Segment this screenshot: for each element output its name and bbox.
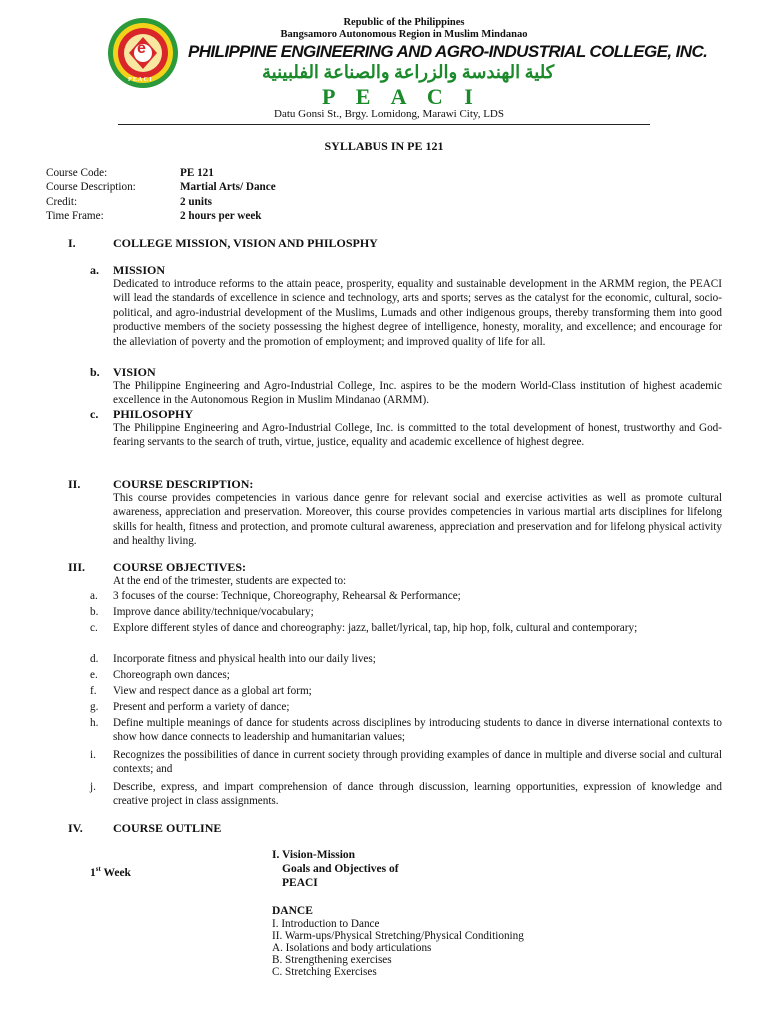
course-code-label: Course Code: <box>46 167 108 179</box>
week-number: 1 <box>90 866 96 879</box>
objective-g-letter: g. <box>90 701 99 713</box>
time-frame-value: 2 hours per week <box>180 210 262 223</box>
philosophy-letter: c. <box>90 407 99 421</box>
vision-title: VISION <box>113 365 156 379</box>
header-region: Bangsamoro Autonomous Region in Muslim Mindanao <box>280 29 528 40</box>
section-4-heading: COURSE OUTLINE <box>113 821 222 835</box>
section-2-number: II. <box>68 477 81 491</box>
topic-peaci: PEACI <box>282 877 318 889</box>
objective-g-text: Present and perform a variety of dance; <box>113 701 290 713</box>
vision-letter: b. <box>90 365 100 379</box>
college-acronym: P E A C I <box>322 84 481 109</box>
credit-value: 2 units <box>180 195 213 208</box>
philosophy-title: PHILOSOPHY <box>113 407 194 421</box>
objective-j-letter: j. <box>90 781 96 793</box>
logo-ring-text: P E A C I <box>128 77 152 83</box>
time-frame-row <box>46 209 276 223</box>
objective-e-letter: e. <box>90 669 98 681</box>
section-4-number: IV. <box>68 821 83 835</box>
mission-text: Dedicated to introduce reforms to the attain peace, prosperity, equality and sustainable development in the ARMM region, the PEACI will lead the standards of excellence in science and technology, arts and sports; serves as the catalyst for the economic, cultural, socio-political, and agro-industrial development of the Muslims, Lumads and other indigenous groups, thereby transforming them into good productive members of the society possessing the highest degree of intelligence, honesty, morality, and excellence; and encourage for the alleviation of poverty and the promotion of employment; and improved quality of life for all. <box>113 278 722 348</box>
objective-d-letter: d. <box>90 653 99 665</box>
objective-f-text: View and respect dance as a global art form; <box>113 685 312 697</box>
objective-j-text: Describe, express, and impart comprehension of dance through discussion, learning opportunities, expression of knowledge and creative project in class assignments. <box>113 781 722 808</box>
topic-vision-mission: I. Vision-Mission <box>272 849 356 861</box>
objective-a-text: 3 focuses of the course: Technique, Choreography, Rehearsal & Performance; <box>113 590 461 602</box>
college-name: PHILIPPINE ENGINEERING AND AGRO-INDUSTRIAL COLLEGE, INC. <box>188 42 708 61</box>
objective-i-letter: i. <box>90 749 96 761</box>
logo-letter: e <box>137 40 146 57</box>
credit-label: Credit: <box>46 195 78 208</box>
objective-h-text: Define multiple meanings of dance for students across disciplines by introducing students to dance in diverse international contexts to show how dance connects to leadership and humanitarian values; <box>113 717 722 744</box>
dance-topics-list <box>272 918 524 978</box>
objective-a-letter: a. <box>90 590 98 602</box>
header-divider <box>118 124 650 125</box>
dance-topic: I. Introduction to Dance <box>272 918 380 930</box>
objective-b-text: Improve dance ability/technique/vocabulary; <box>113 606 314 618</box>
course-description-label: Course Description: <box>46 181 136 194</box>
course-info <box>46 166 276 224</box>
objective-c-letter: c. <box>90 622 98 634</box>
section-2-heading: COURSE DESCRIPTION: <box>113 477 254 491</box>
section-1-number: I. <box>68 236 76 250</box>
dance-topic: A. Isolations and body articulations <box>272 942 432 954</box>
mission-title: MISSION <box>113 263 166 277</box>
dance-title: DANCE <box>272 905 313 917</box>
section-3-number: III. <box>68 560 86 574</box>
dance-topic: B. Strengthening exercises <box>272 954 392 966</box>
objectives-intro: At the end of the trimester, students are expected to: <box>113 575 347 587</box>
week-label <box>90 862 131 880</box>
time-frame-label: Time Frame: <box>46 210 104 223</box>
course-description-row <box>46 180 276 194</box>
objective-d-text: Incorporate fitness and physical health into our daily lives; <box>113 653 376 665</box>
section-3-heading: COURSE OBJECTIVES: <box>113 560 247 574</box>
objective-c-text: Explore different styles of dance and choreography: jazz, ballet/lyrical, tap, hip hop, folk, cultural and contemporary; <box>113 622 638 634</box>
objective-e-text: Choreograph own dances; <box>113 669 230 681</box>
course-code-value: PE 121 <box>180 167 214 179</box>
dance-topic: C. Stretching Exercises <box>272 966 377 978</box>
course-code-row <box>46 166 276 180</box>
course-description-text: This course provides competencies in various dance genre for relevant social and exercise activities as well as promote cultural awareness, appreciation and preservation. Moreover, this course provides competencies in various martial arts disciplines for lifelong skills for health, fitness and protection, and promote cultural awareness, appreciation and preservation and for lifelong physical activity and healthy living. <box>113 492 722 548</box>
philosophy-text: The Philippine Engineering and Agro-Industrial College, Inc. is committed to the total development of honest, trustworthy and God-fearing servants to the search of truth, virtue, justice, equality and academic excellence of highest degree. <box>113 422 722 449</box>
objective-f-letter: f. <box>90 685 97 697</box>
week-word: Week <box>103 866 131 879</box>
syllabus-title: SYLLABUS IN PE 121 <box>324 139 444 153</box>
vision-text: The Philippine Engineering and Agro-Industrial College, Inc. aspires to be the modern World-Class institution of highest academic excellence in the Autonomous Region in Muslim Mindanao (ARMM). <box>113 380 722 407</box>
header-republic: Republic of the Philippines <box>343 17 465 28</box>
objective-i-text: Recognizes the possibilities of dance in current society through providing examples of dance in multiple and diverse social and cultural contexts; and <box>113 749 722 776</box>
topic-goals: Goals and Objectives of <box>282 863 399 875</box>
objective-h-letter: h. <box>90 717 99 729</box>
college-name-arabic: كلية الهندسة والزراعة والصناعة الفلبينية <box>262 62 555 82</box>
course-description-value: Martial Arts/ Dance <box>180 181 276 194</box>
credit-row <box>46 195 276 209</box>
objective-b-letter: b. <box>90 606 99 618</box>
dance-topic: II. Warm-ups/Physical Stretching/Physical Conditioning <box>272 930 524 942</box>
week-ordinal-suffix: st <box>95 865 101 873</box>
section-1-heading: COLLEGE MISSION, VISION AND PHILOSPHY <box>113 236 378 250</box>
college-address: Datu Gonsi St., Brgy. Lomidong, Marawi City, LDS <box>274 108 504 120</box>
mission-letter: a. <box>90 263 99 277</box>
